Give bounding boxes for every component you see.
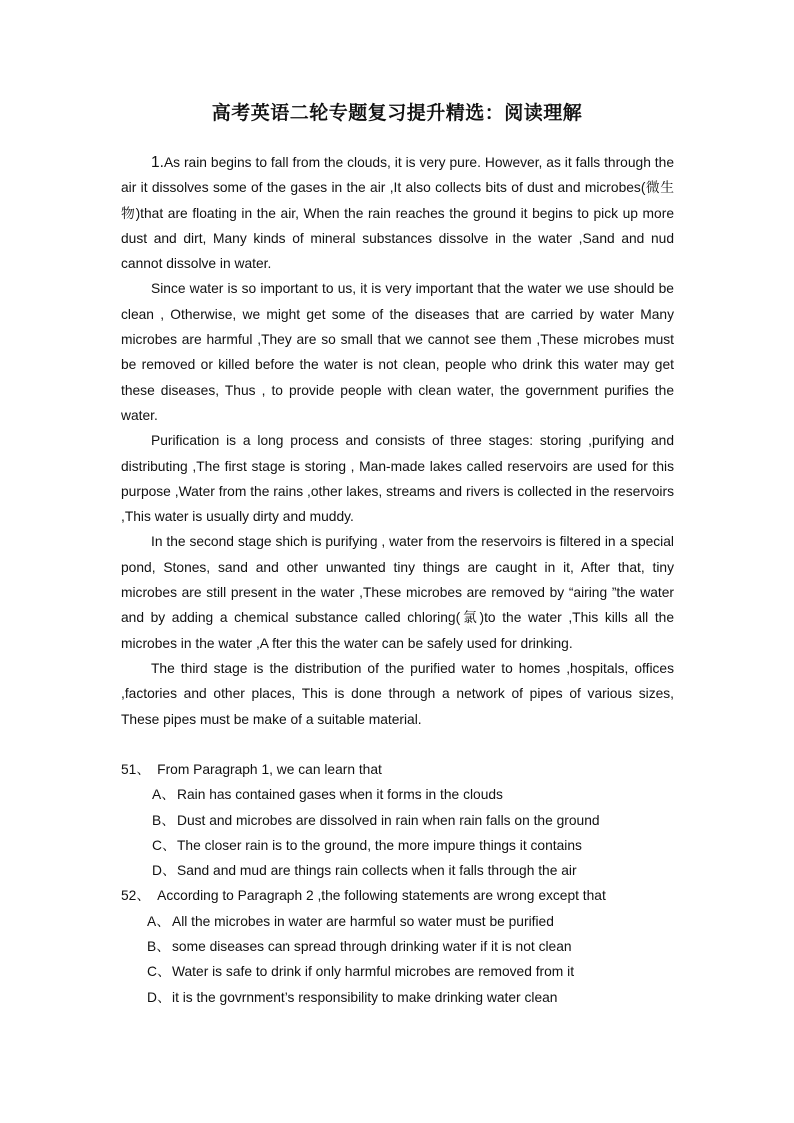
option-letter: D、 [152, 863, 176, 879]
option-text: it is the govrnment’s responsibility to make drinking water clean [172, 989, 558, 1005]
answer-option[interactable] [121, 833, 674, 858]
question-number: 51、 [121, 762, 151, 777]
option-text: Sand and mud are things rain collects when it falls through the air [177, 863, 577, 879]
passage-number: 1. [151, 154, 164, 171]
question-52 [121, 883, 674, 1009]
answer-option[interactable] [121, 808, 674, 833]
answer-option[interactable] [121, 985, 674, 1010]
page-title: 高考英语二轮专题复习提升精选：阅读理解 [211, 102, 583, 124]
question-stem [121, 757, 674, 782]
passage-paragraph-text: As rain begins to fall from the clouds, it is very pure. However, as it falls through the air it dissolves some of the gases in the air ,It also collects bits of dust and microbes(微生物)that are floating in the air, When the rain reaches the ground it begins to pick up more dust and dirt, Many kinds of mineral substances dissolve in the water ,Sand and nud cannot dissolve in water. [121, 155, 674, 272]
passage-paragraph: Since water is so important to us, it is very important that the water we use should be clean , Otherwise, we might get some of the diseases that are carried by water Many microbes are harmful ,They are so small that we cannot see them ,These microbes must be removed or killed before the water is not clean, people who drink this water may get these diseases, Thus , to provide people with clean water, the government purifies the water. [121, 281, 674, 423]
passage-paragraph [121, 150, 674, 276]
passage-paragraph: The third stage is the distribution of the purified water to homes ,hospitals, offices ,factories and other places, This is done through a network of pipes of various sizes, These pipes must be make of a suitable material. [121, 660, 674, 727]
option-text: Dust and microbes are dissolved in rain when rain falls on the ground [177, 812, 600, 828]
option-text: Water is safe to drink if only harmful microbes are removed from it [172, 964, 575, 980]
option-letter: B、 [152, 812, 175, 828]
reading-passage [121, 150, 674, 732]
answer-option[interactable] [121, 934, 674, 959]
passage-paragraph: In the second stage shich is purifying , water from the reservoirs is filtered in a special pond, Stones, sand and other unwanted tiny things are caught in it, After that, tiny microbes are still present in the water ,These microbes are removed by “airing ”the water and by adding a chemical substance called chloring(氯)to the water ,This kills all the microbes in the water ,A fter this the water can be safely used for drinking. [121, 534, 674, 651]
answer-option[interactable] [121, 858, 674, 883]
option-letter: C、 [147, 964, 171, 980]
answer-option[interactable] [121, 959, 674, 984]
question-stem-text: From Paragraph 1, we can learn that [157, 762, 382, 777]
option-text: some diseases can spread through drinking water if it is not clean [172, 939, 572, 955]
option-text: Rain has contained gases when it forms in the clouds [177, 787, 503, 803]
answer-option[interactable] [121, 782, 674, 807]
answer-option[interactable] [121, 909, 674, 934]
question-stem [121, 883, 674, 908]
option-letter: D、 [147, 989, 171, 1005]
option-letter: B、 [147, 939, 170, 955]
option-text: The closer rain is to the ground, the more impure things it contains [177, 837, 582, 853]
question-stem-text: According to Paragraph 2 ,the following statements are wrong except that [157, 888, 606, 904]
option-letter: A、 [152, 787, 175, 803]
question-number: 52、 [121, 888, 151, 904]
option-letter: A、 [147, 913, 170, 929]
option-text: All the microbes in water are harmful so water must be purified [172, 913, 554, 929]
question-51 [121, 757, 674, 883]
question-list [121, 757, 674, 1010]
passage-paragraph: Purification is a long process and consists of three stages: storing ,purifying and distributing ,The first stage is storing , Man-made lakes called reservoirs are used for this purpose ,Water from the rains ,other lakes, streams and rivers is collected in the reservoirs ,This water is usually dirty and muddy. [121, 433, 674, 525]
option-letter: C、 [152, 837, 176, 853]
